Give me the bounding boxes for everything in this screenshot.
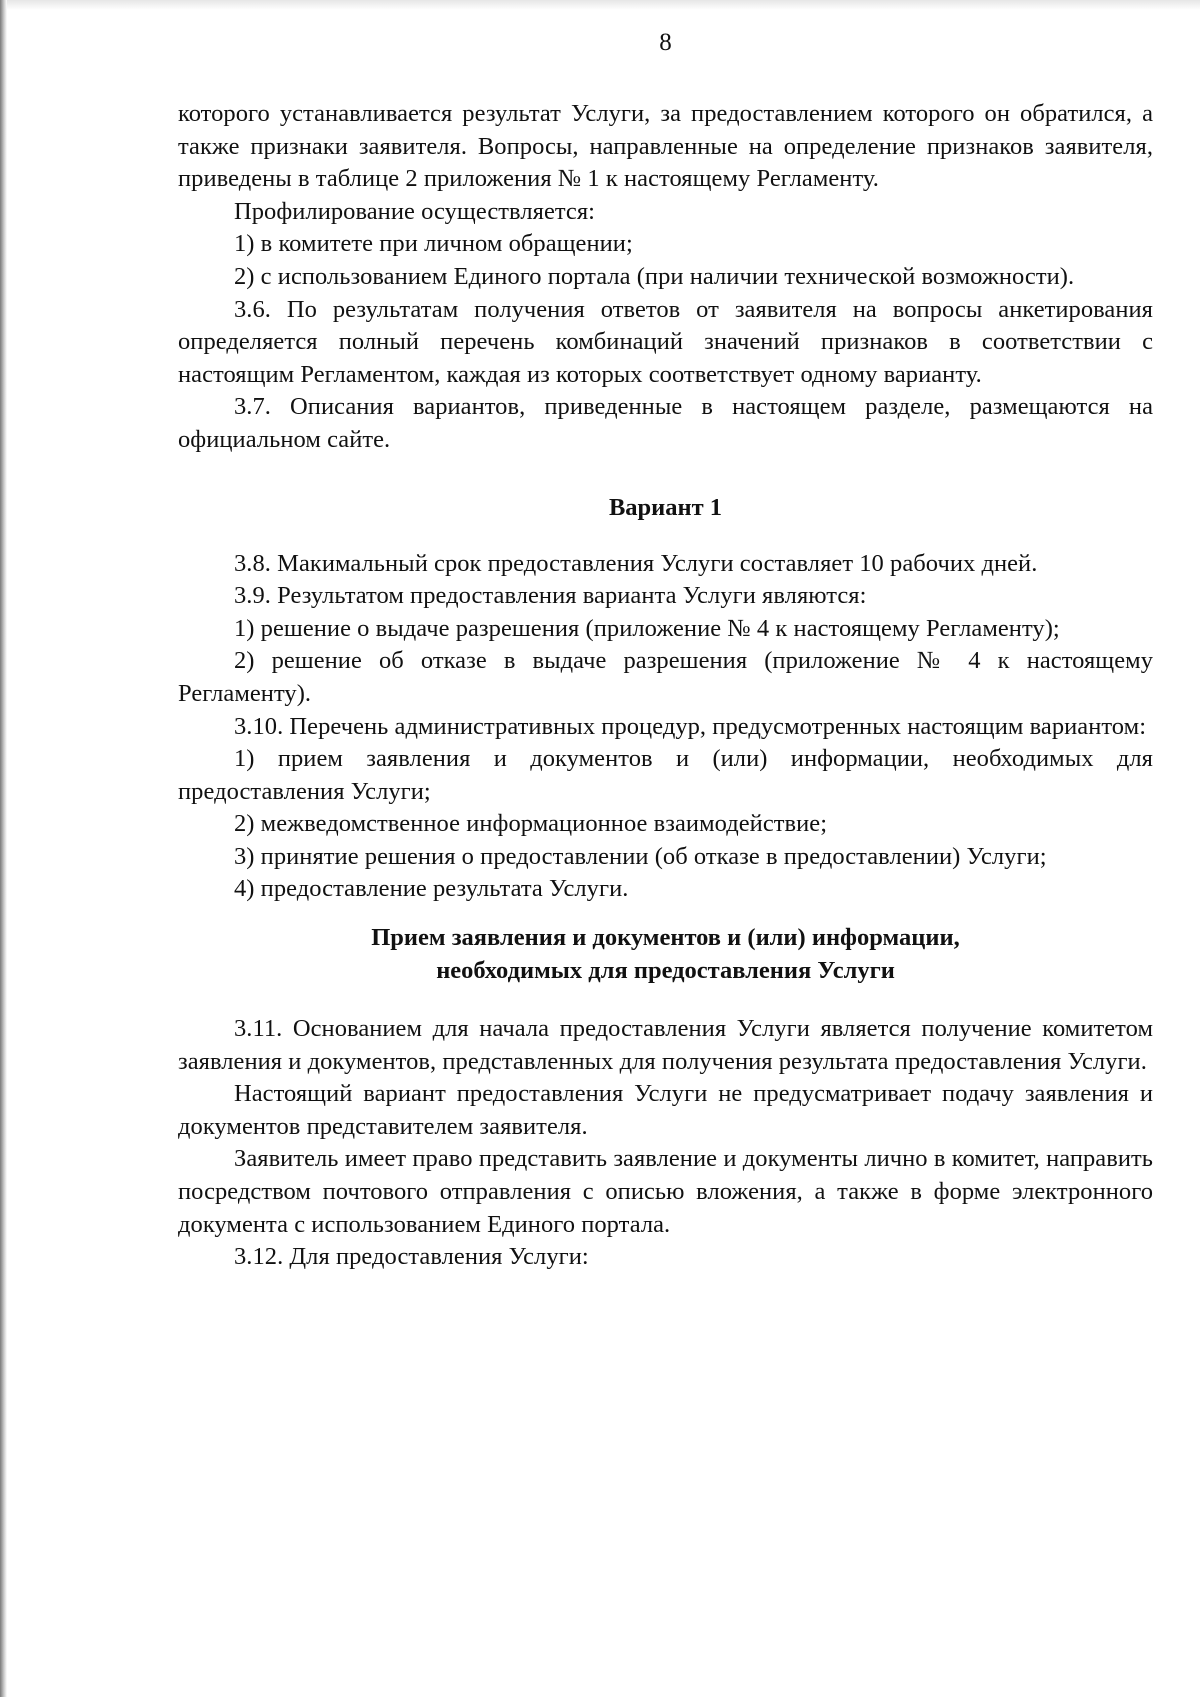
paragraph: 3.7. Описания вариантов, приведенные в настоящем разделе, размещаются на официальном сайте. [178, 393, 1153, 453]
paragraph: 3.9. Результатом предоставления варианта Услуги являются: [234, 582, 867, 610]
page-number: 8 [659, 29, 672, 56]
paragraph: 3.12. Для предоставления Услуги: [234, 1243, 589, 1271]
paragraph: 3.6. По результатам получения ответов от заявителя на вопросы анкетирования определяется полный перечень комбинаций значений признаков в соответствии с настоящим Регламентом, каждая из которых соответствует одному варианту. [178, 295, 1153, 388]
paragraph: 3.11. Основанием для начала предоставления Услуги является получение комитетом заявления и документов, представленных для получения результата предоставления Услуги. [178, 1015, 1153, 1075]
document-page [178, 28, 1153, 1274]
list-item: 2) решение об отказе в выдаче разрешения (приложение № 4 к настоящему Регламенту). [178, 647, 1153, 707]
section-heading-line-1: Прием заявления и документов и (или) информации, [371, 924, 960, 952]
list-item: 1) в комитете при личном обращении; [234, 230, 633, 258]
scan-edge-top [0, 0, 1200, 10]
paragraph: Профилирование осуществляется: [234, 197, 596, 225]
list-item: 1) прием заявления и документов и (или) информации, необходимых для предоставления Услуги; [178, 745, 1153, 805]
scan-edge-left [0, 0, 7, 1697]
list-item: 1) решение о выдаче разрешения (приложение № 4 к настоящему Регламенту); [234, 614, 1060, 642]
section-heading: Вариант 1 [608, 493, 723, 521]
paragraph: которого устанавливается результат Услуги, за предоставлением которого он обратился, а также признаки заявителя. Вопросы, направленные на определение признаков заявителя, приведены в таблице 2 приложения № 1 к настоящему Регламенту. [178, 100, 1153, 193]
list-item: 3) принятие решения о предоставлении (об отказе в предоставлении) Услуги; [234, 842, 1047, 870]
paragraph: Настоящий вариант предоставления Услуги не предусматривает подачу заявления и документов представителем заявителя. [178, 1080, 1153, 1140]
paragraph: 3.8. Макимальный срок предоставления Услуги составляет 10 рабочих дней. [234, 549, 1038, 577]
paragraph: Заявитель имеет право представить заявление и документы лично в комитет, направить посредством почтового отправления с описью вложения, а также в форме электронного документа с использованием Единого портала. [178, 1145, 1153, 1238]
section-heading-line-2: необходимых для предоставления Услуги [436, 957, 895, 985]
list-item: 2) с использованием Единого портала (при наличии технической возможности). [234, 262, 1075, 290]
paragraph: 3.10. Перечень административных процедур, предусмотренных настоящим вариантом: [234, 712, 1147, 740]
list-item: 2) межведомственное информационное взаимодействие; [234, 810, 828, 838]
list-item: 4) предоставление результата Услуги. [234, 875, 629, 903]
